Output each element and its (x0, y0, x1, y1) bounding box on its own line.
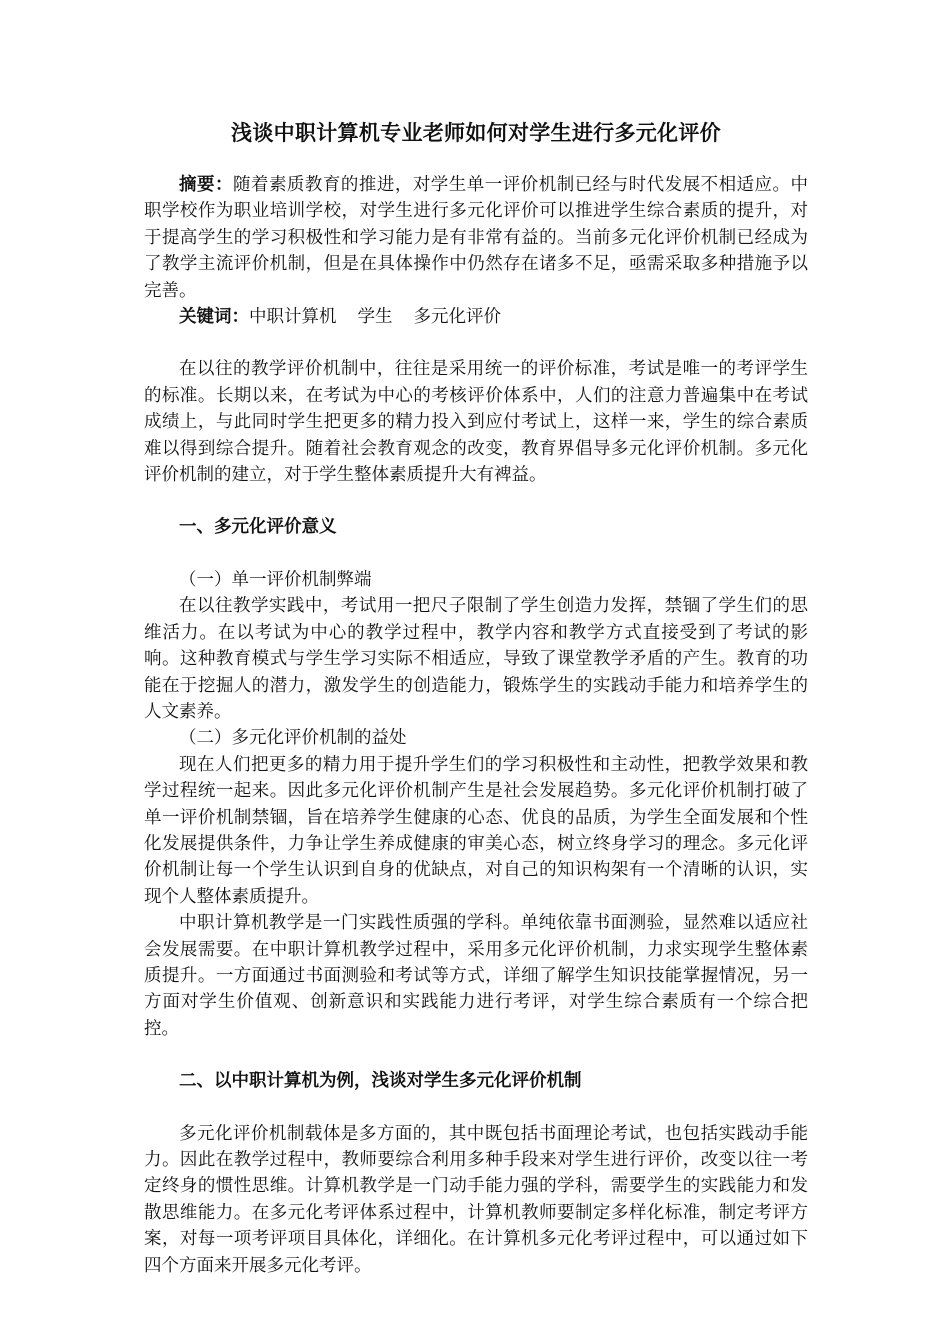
section1-sub2-title: （二）多元化评价机制的益处 (179, 728, 407, 749)
section1-sub1-title: （一）单一评价机制弊端 (179, 569, 372, 590)
keywords-paragraph (144, 304, 808, 330)
keyword-item: 中职计算机 (249, 307, 337, 328)
abstract-paragraph (144, 172, 808, 304)
section1-sub2-paragraph-1: 现在人们把更多的精力用于提升学生们的学习积极性和主动性，把教学效果和教学过程统一起来。因此多元化评价机制产生是社会发展趋势。多元化评价机制打破了单一评价机制禁锢，旨在培养学生健康的心态、优良的品质，为学生全面发展和个性化发展提供条件，力争让学生养成健康的审美心态，树立终身学习的理念。多元化评价机制让每一个学生认识到自身的优缺点，对自己的知识构架有一个清晰的认识，实现个人整体素质提升。 (144, 754, 808, 907)
spacer (144, 1042, 808, 1068)
abstract-label: 摘要： (179, 175, 233, 195)
abstract-text: 随着素质教育的推进，对学生单一评价机制已经与时代发展不相适应。中职学校作为职业培训学校，对学生进行多元化评价可以推进学生综合素质的提升，对于提高学生的学习积极性和学习能力是有非常有益的。当前多元化评价机制已经成为了教学主流评价机制，但是在具体操作中仍然存在诸多不足，亟需采取多种措施予以完善。 (144, 175, 809, 301)
document-title: 浅谈中职计算机专业老师如何对学生进行多元化评价 (231, 121, 721, 145)
keyword-item: 多元化评价 (413, 307, 501, 328)
section2-paragraph: 多元化评价机制载体是多方面的，其中既包括书面理论考试，也包括实践动手能力。因此在教学过程中，教师要综合利用多种手段来对学生进行评价，改变以往一考定终身的惯性思维。计算机教学是一门动手能力强的学科，需要学生的实践能力和发散思维能力。在多元化考评体系过程中，计算机教师要制定多样化标准，制定考评方案，对每一项考评项目具体化，详细化。在计算机多元化考评过程中，可以通过如下四个方面来开展多元化考评。 (144, 1123, 808, 1276)
section1-sub1-paragraph: 在以往教学实践中，考试用一把尺子限制了学生创造力发挥，禁锢了学生们的思维活力。在以考试为中心的教学过程中，教学内容和教学方式直接受到了考试的影响。这种教育模式与学生学习实际不相适应，导致了课堂教学矛盾的产生。教育的功能在于挖掘人的潜力，激发学生的创造能力，锻炼学生的实践动手能力和培养学生的人文素养。 (144, 596, 808, 722)
section1-sub2-paragraph-2: 中职计算机教学是一门实践性质强的学科。单纯依靠书面测验，显然难以适应社会发展需要。在中职计算机教学过程中，采用多元化评价机制，力求实现学生整体素质提升。一方面通过书面测验和考试等方式，详细了解学生知识技能掌握情况，另一方面对学生价值观、创新意识和实践能力进行考评，对学生综合素质有一个综合把控。 (144, 913, 808, 1039)
section2-heading: 二、以中职计算机为例，浅谈对学生多元化评价机制 (179, 1071, 582, 1092)
intro-paragraph: 在以往的教学评价机制中，往往是采用统一的评价标准，考试是唯一的考评学生的标准。长期以来，在考试为中心的考核评价体系中，人们的注意力普遍集中在考试成绩上，与此同时学生把更多的精力投入到应付考试上，这样一来，学生的综合素质难以得到综合提升。随着社会教育观念的改变，教育界倡导多元化评价机制。多元化评价机制的建立，对于学生整体素质提升大有裨益。 (144, 359, 808, 486)
document-page (144, 118, 808, 1279)
section1-heading: 一、多元化评价意义 (179, 517, 337, 538)
keywords-label: 关键词： (179, 307, 249, 328)
spacer (144, 541, 808, 567)
keyword-item: 学生 (357, 307, 393, 328)
spacer (144, 1095, 808, 1121)
spacer (144, 488, 808, 514)
spacer (144, 330, 808, 356)
